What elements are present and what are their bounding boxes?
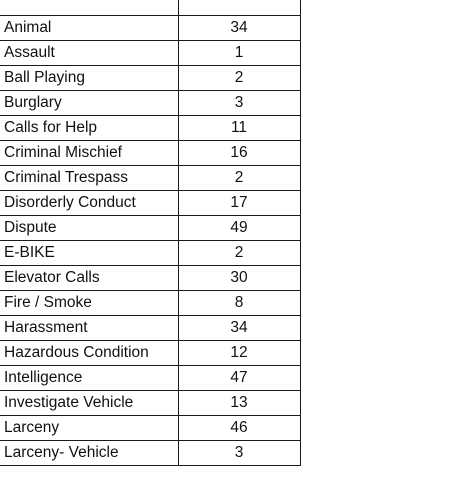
table-row	[0, 16, 300, 41]
incident-type-cell: Ball Playing	[0, 66, 178, 91]
table-row	[0, 316, 300, 341]
table-row	[0, 41, 300, 66]
incident-type-cell: Criminal Trespass	[0, 166, 178, 191]
table-row	[0, 141, 300, 166]
table-row	[0, 391, 300, 416]
table-row	[0, 216, 300, 241]
incident-count-cell: 30	[178, 266, 300, 291]
incident-type-cell: Disorderly Conduct	[0, 191, 178, 216]
incident-type-cell: Calls for Help	[0, 116, 178, 141]
table-row	[0, 416, 300, 441]
table-row	[0, 116, 300, 141]
incident-type-cell	[0, 0, 178, 16]
incident-type-cell: Larceny- Vehicle	[0, 441, 178, 466]
table-row	[0, 341, 300, 366]
table-row	[0, 291, 300, 316]
incident-type-cell: Criminal Mischief	[0, 141, 178, 166]
incident-count-cell: 2	[178, 166, 300, 191]
incident-count-cell: 2	[178, 66, 300, 91]
incident-count-cell: 13	[178, 391, 300, 416]
incident-count-cell: 34	[178, 316, 300, 341]
incident-type-cell: Assault	[0, 41, 178, 66]
incident-count-cell	[178, 0, 300, 16]
incident-count-cell: 1	[178, 41, 300, 66]
table-row	[0, 66, 300, 91]
table-row	[0, 166, 300, 191]
incident-type-cell: E-BIKE	[0, 241, 178, 266]
table-row	[0, 441, 300, 466]
incident-count-cell: 47	[178, 366, 300, 391]
incident-type-cell: Burglary	[0, 91, 178, 116]
table-row	[0, 191, 300, 216]
incident-type-cell: Fire / Smoke	[0, 291, 178, 316]
table-row	[0, 241, 300, 266]
incident-type-cell: Larceny	[0, 416, 178, 441]
table-row	[0, 91, 300, 116]
incident-type-cell: Intelligence	[0, 366, 178, 391]
incident-count-cell: 17	[178, 191, 300, 216]
incident-type-cell: Harassment	[0, 316, 178, 341]
table-row	[0, 266, 300, 291]
incident-count-cell: 3	[178, 441, 300, 466]
incident-count-cell: 12	[178, 341, 300, 366]
incident-count-cell: 46	[178, 416, 300, 441]
incident-count-cell: 2	[178, 241, 300, 266]
incident-type-cell: Elevator Calls	[0, 266, 178, 291]
incident-count-cell: 49	[178, 216, 300, 241]
incident-count-cell: 8	[178, 291, 300, 316]
incident-type-cell: Dispute	[0, 216, 178, 241]
incident-count-cell: 11	[178, 116, 300, 141]
incident-count-cell: 34	[178, 16, 300, 41]
table-row	[0, 366, 300, 391]
incident-type-cell: Animal	[0, 16, 178, 41]
incident-count-cell: 3	[178, 91, 300, 116]
incident-type-cell: Hazardous Condition	[0, 341, 178, 366]
incident-type-cell: Investigate Vehicle	[0, 391, 178, 416]
incident-count-cell: 16	[178, 141, 300, 166]
table-row	[0, 0, 300, 16]
